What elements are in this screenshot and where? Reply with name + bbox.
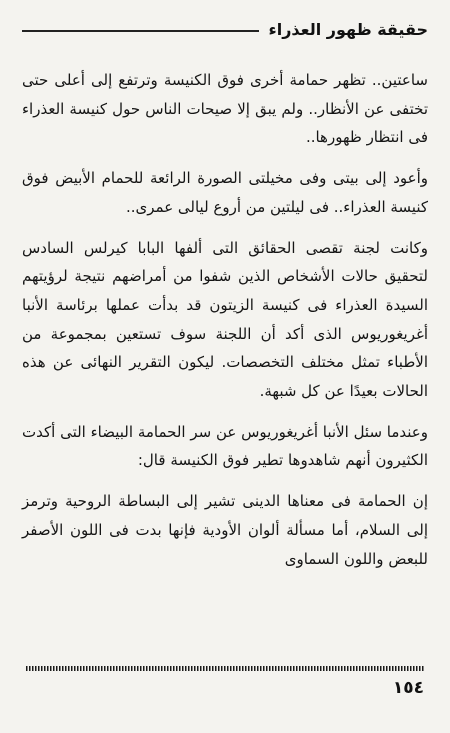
paragraph: إن الحمامة فى معناها الدينى تشير إلى البساطة الروحية وترمز إلى السلام، أما مسألة ألوان الأودية فإنها بدت فى اللون الأصفر للبعض واللون السماوى — [22, 492, 428, 568]
paragraph: ساعتين.. تظهر حمامة أخرى فوق الكنيسة وترتفع إلى أعلى حتى تختفى عن الأنظار.. ولم يبق إلا صيحات الناس حول كنيسة العذراء فى انتظار ظهورها.. — [22, 71, 428, 147]
page-number: ١٥٤ — [392, 678, 424, 698]
page-body — [22, 66, 428, 585]
header-rule — [22, 30, 259, 32]
paragraph: وأعود إلى بيتى وفى مخيلتى الصورة الرائعة للحمام الأبيض فوق كنيسة العذراء.. فى ليلتين من أروع ليالى عمرى.. — [22, 169, 428, 216]
paragraph: وكانت لجنة تقصى الحقائق التى ألفها البابا كيرلس السادس لتحقيق حالات الأشخاص الذين شفوا من أمراضهم نتيجة لرؤيتهم السيدة العذراء فى كنيسة الزيتون قد بدأت عملها برئاسة الأنبا أغريغوريوس الذى أكد أن اللجنة سوف تستعين بمجموعة من الأطباء تمثل مختلف التخصصات. ليكون التقرير النهائى عن هذه الحالات بعيدًا عن كل شبهة. — [22, 238, 428, 401]
footer-rule — [26, 666, 424, 671]
running-header-title: حقيقة ظهور العذراء — [268, 19, 428, 39]
running-header — [22, 12, 428, 46]
paragraph: وعندما سئل الأنبا أغريغوريوس عن سر الحمامة البيضاء التى أكدت الكثيرون أنهم شاهدوها تطير فوق الكنيسة قال: — [22, 422, 428, 470]
